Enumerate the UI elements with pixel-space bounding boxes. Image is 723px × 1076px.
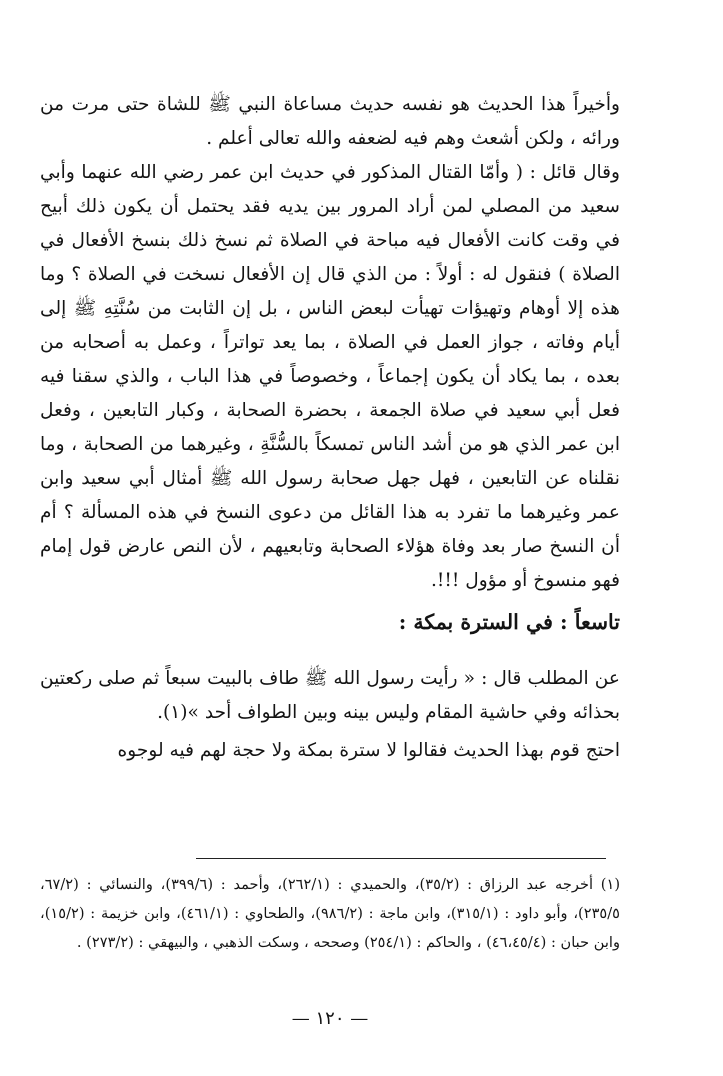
footnote-divider [196, 858, 606, 859]
paragraph-argument-start: احتج قوم بهذا الحديث فقالوا لا سترة بمكة ولا حجة لهم فيه لوجوه [117, 740, 620, 761]
paragraph-abrogation-argument: وقال قائل : ( وأمّا القتال المذكور في حديث ابن عمر رضي الله عنهما وأبي سعيد من المصلي لمن أراد المرور بين يديه فقد يحتمل أن يكون ذلك أبيح في وقت كانت الأفعال فيه مباحة في الصلاة ثم نسخ ذلك بنسخ الأفعال في الصلاة ) فنقول له : أولاً : من الذي قال إن الأفعال نسخت في الصلاة ؟ وما هذه إلا أوهام وتهيؤات تهيأت لبعض الناس ، بل إن الثابت من سُنَّتِهِ ﷺ إلى أيام وفاته ، جواز العمل في الصلاة ، بما يعد تواتراً ، وعمل به أصحابه من بعده ، بما يكاد أن يكون إجماعاً ، وخصوصاً في هذا الباب ، والذي سقنا فيه فعل أبي سعيد في صلاة الجمعة ، بحضرة الصحابة ، وكبار التابعين ، وفعل ابن عمر الذي هو من أشد الناس تمسكاً بالسُّنَّةِ ، وغيرهما من الصحابة ، وما نقلناه عن التابعين ، فهل جهل صحابة رسول الله ﷺ أمثال أبي سعيد وابن عمر وغيرهما ما تفرد به هذا القائل من دعوى النسخ في هذه المسألة ؟ أم أن النسخ صار بعد وفاة هؤلاء الصحابة وتابعيهم ، لأن النص عارض قول إمام فهو منسوخ أو مؤول !!!. [40, 162, 620, 591]
section-heading: تاسعاً : في السترة بمكة : [398, 610, 620, 634]
page-number: — ١٢٠ — [291, 1008, 369, 1029]
footnote-1: (١) أخرجه عبد الرزاق : (٣٥/٢)، والحميدي : (٢٦٢/١)، وأحمد : (٣٩٩/٦)، والنسائي : (٦٧/٢، ٢٣٥/٥)، وأبو داود : (٣١٥/١)، وابن ماجة : (٩٨٦/٢)، والطحاوي : (٤٦١/١)، وابن خزيمة : (١٥/٢)، وابن حبان : (٤٦،٤٥/٤) ، والحاكم : (٢٥٤/١) وصححه ، وسكت الذهبي ، والبيهقي : (٢٧٣/٢) . [40, 876, 621, 951]
footnotes [40, 870, 620, 957]
main-text [40, 88, 620, 768]
paragraph-mecca-hadith: عن المطلب قال : « رأيت رسول الله ﷺ طاف بالبيت سبعاً ثم صلى ركعتين بحذائه وفي حاشية المقام وليس بينه وبين الطواف أحد »(١). [40, 668, 620, 723]
paragraph-hadith-goat: وأخيراً هذا الحديث هو نفسه حديث مساعاة النبي ﷺ للشاة حتى مرت من ورائه ، ولكن أشعث وهم فيه لضعفه والله تعالى أعلم . [40, 94, 620, 149]
